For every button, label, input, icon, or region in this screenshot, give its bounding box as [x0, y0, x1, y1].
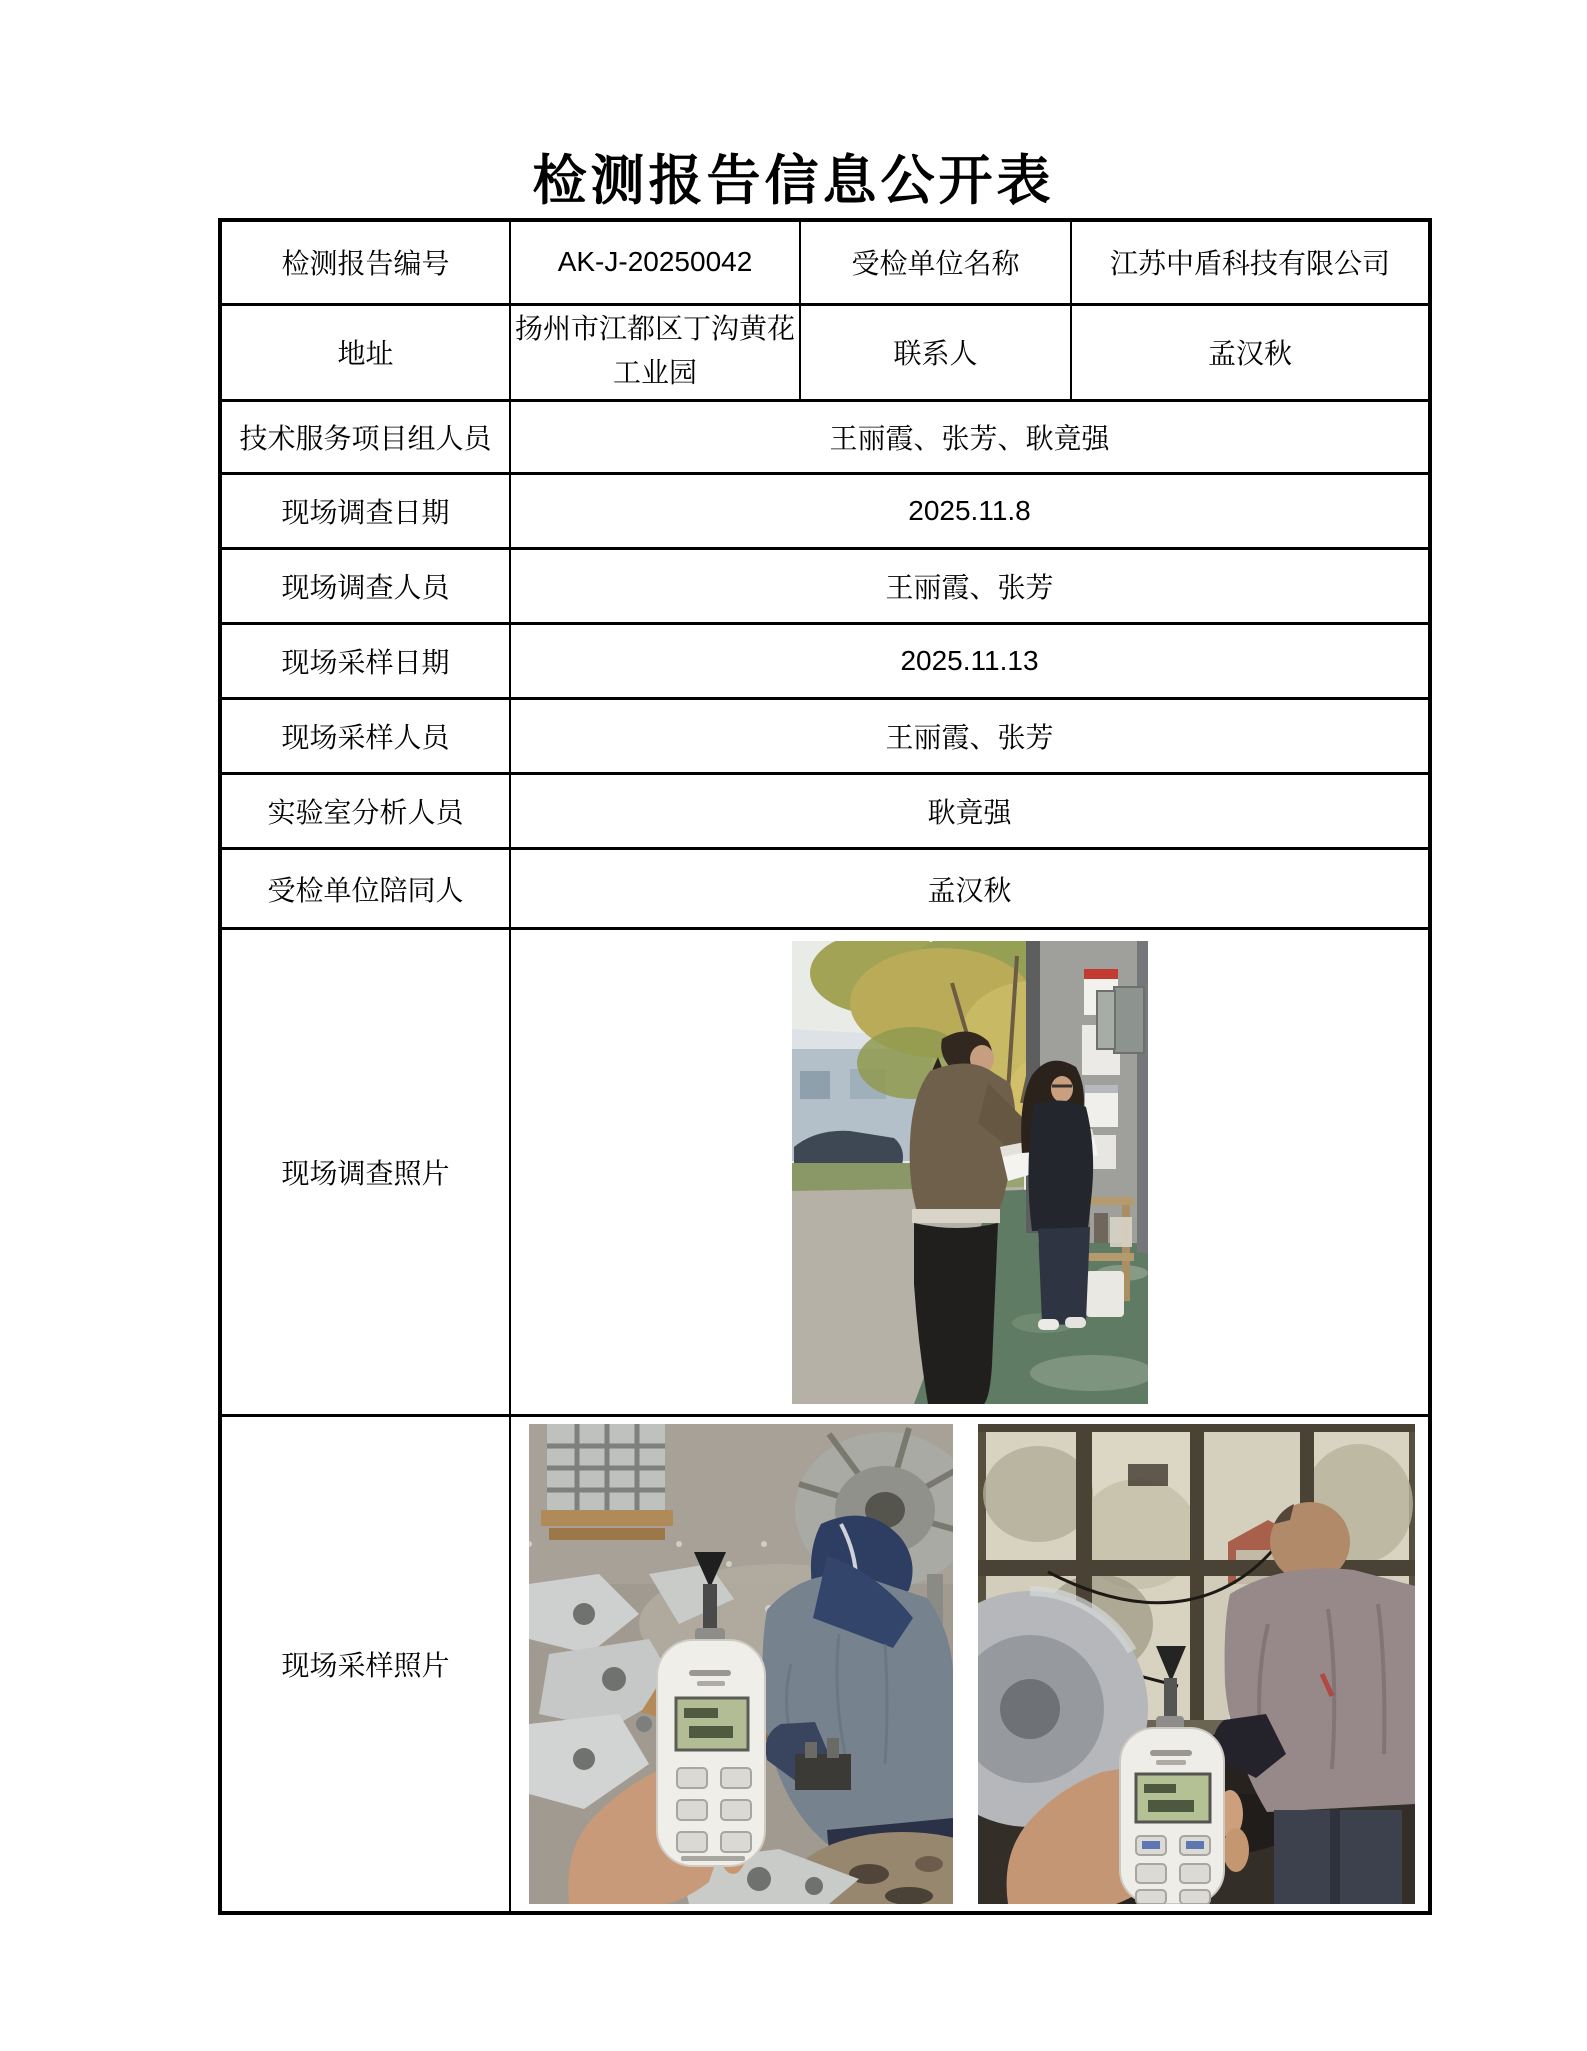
report-info-table	[218, 218, 1432, 1915]
survey-staff-label: 现场调查人员	[220, 549, 510, 624]
survey-photo-illustration	[792, 941, 1148, 1404]
sampling-staff-label: 现场采样人员	[220, 699, 510, 774]
company-name-label: 受检单位名称	[800, 220, 1071, 304]
survey-photo-cell	[510, 929, 1430, 1416]
accompany-person-value: 孟汉秋	[510, 849, 1430, 929]
sampling-date-value: 2025.11.13	[510, 624, 1430, 699]
tech-team-label: 技术服务项目组人员	[220, 401, 510, 474]
contact-label: 联系人	[800, 304, 1071, 401]
survey-date-value: 2025.11.8	[510, 474, 1430, 549]
sampling-photo-left-illustration	[529, 1424, 953, 1904]
table-row	[220, 304, 1430, 401]
table-row	[220, 774, 1430, 849]
table-row	[220, 220, 1430, 304]
address-value: 扬州市江都区丁沟黄花工业园	[510, 304, 800, 401]
lab-analyst-value: 耿竟强	[510, 774, 1430, 849]
tech-team-value: 王丽霞、张芳、耿竟强	[510, 401, 1430, 474]
survey-photo-label: 现场调查照片	[220, 929, 510, 1416]
sampling-staff-value: 王丽霞、张芳	[510, 699, 1430, 774]
sampling-photo-label: 现场采样照片	[220, 1416, 510, 1913]
survey-date-label: 现场调查日期	[220, 474, 510, 549]
survey-staff-value: 王丽霞、张芳	[510, 549, 1430, 624]
table-row	[220, 1416, 1430, 1913]
sampling-photo-wrapper	[515, 1424, 1424, 1904]
company-name-value: 江苏中盾科技有限公司	[1071, 220, 1430, 304]
sampling-photo-cell	[510, 1416, 1430, 1913]
table-row	[220, 401, 1430, 474]
table-row	[220, 699, 1430, 774]
survey-photo	[792, 941, 1148, 1404]
survey-photo-wrapper	[515, 941, 1424, 1404]
table-row	[220, 849, 1430, 929]
sampling-photo-left	[529, 1424, 953, 1904]
page-title: 检测报告信息公开表	[532, 151, 1055, 211]
table-row	[220, 549, 1430, 624]
table-row	[220, 929, 1430, 1416]
accompany-person-label: 受检单位陪同人	[220, 849, 510, 929]
sampling-photo-right	[978, 1424, 1415, 1904]
report-number-value: AK-J-20250042	[510, 220, 800, 304]
sampling-date-label: 现场采样日期	[220, 624, 510, 699]
sampling-photo-right-illustration	[978, 1424, 1415, 1904]
address-label: 地址	[220, 304, 510, 401]
table-row	[220, 624, 1430, 699]
lab-analyst-label: 实验室分析人员	[220, 774, 510, 849]
table-row	[220, 474, 1430, 549]
contact-value: 孟汉秋	[1071, 304, 1430, 401]
report-number-label: 检测报告编号	[220, 220, 510, 304]
